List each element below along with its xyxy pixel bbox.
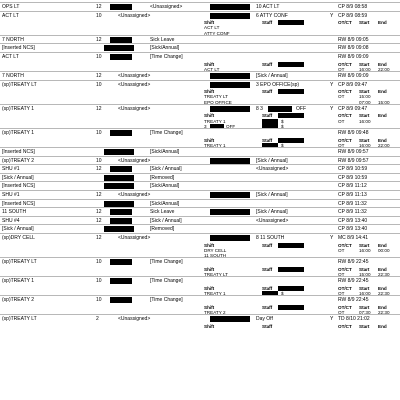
row-count: 12 (96, 105, 102, 112)
sub-end-value: 22:00 (378, 142, 390, 148)
row-count: 12 (96, 192, 102, 198)
sub-otct-header: OT/CT (338, 323, 352, 329)
sub-end-header: End (378, 61, 387, 67)
log-row (0, 233, 400, 258)
sub-otct-header: OT/CT (338, 113, 352, 119)
sub-ot-value: OT (338, 309, 345, 315)
row-count: 10 (96, 259, 102, 266)
sub-start-value: 16:00 (359, 142, 371, 148)
row-count: 12 (96, 73, 102, 79)
redaction-bar (278, 89, 304, 94)
sub-shift-value: DRY CELL (204, 247, 227, 253)
row-entry-stamp: CP 8/9 09:47 (338, 105, 368, 112)
row-unit: (sp)TREATY 2 (2, 157, 35, 164)
sub-staff-header: Staff (262, 20, 273, 26)
row-entry-stamp: CP 8/9 09:47 (338, 81, 368, 88)
row-unit: [Sick / Annual] (2, 226, 34, 233)
sub-ot-value: OT (338, 118, 345, 124)
row-count: 10 (96, 12, 102, 19)
row-entry-stamp: RW 8/9 09:57 (338, 157, 369, 164)
row-status: <Unassigned> (118, 192, 151, 198)
row-count: 12 (96, 36, 102, 43)
redaction-bar (210, 4, 250, 10)
row-entry-stamp: MC 8/9 14:41 (338, 235, 369, 241)
row-status: Sick Leave (150, 209, 175, 216)
row-status: [Removed] (150, 174, 175, 181)
row-dollar: $ (127, 278, 130, 285)
sub-otct-header: OT/CT (338, 61, 352, 67)
row-assignment: 10 ACT LT (256, 4, 280, 10)
sub-ot-value: OT (338, 66, 345, 72)
row-unit: (sp)TREATY 1 (2, 130, 35, 136)
sub-end-header: End (378, 20, 387, 26)
log-row (0, 276, 400, 296)
sub-start-value: 16:00 (359, 66, 371, 72)
sub-end-value: 22:30 (378, 309, 390, 315)
sub-staff-header: Staff (262, 285, 273, 291)
redaction-bar (210, 106, 250, 112)
sub-end-header: End (378, 266, 387, 272)
row-assignment: [Sick / Annual] (256, 192, 288, 198)
row-count: 12 (96, 4, 102, 10)
sub-shift-value: ACT LT (204, 25, 220, 31)
sub-start-header: Start (359, 285, 370, 291)
sub-staff-header: Staff (262, 242, 273, 248)
row-assignment: <Unassigned> (256, 166, 289, 173)
sub-end-header: End (378, 113, 387, 119)
row-count: 12 (96, 166, 102, 173)
row-flag: Y (330, 12, 334, 19)
row-entry-stamp: CP 8/9 11:32 (338, 209, 367, 216)
row-status: <Unassigned> (118, 12, 151, 19)
sub-shift-value: TREATY 1 (204, 118, 226, 124)
sub-end-header: End (378, 89, 387, 95)
redaction-bar (210, 192, 250, 198)
row-entry-stamp: RW 8/9 22:45 (338, 297, 369, 304)
row-entry-stamp: TD 8/10 21:02 (338, 316, 370, 323)
row-status: [Sick/Annual] (150, 183, 180, 190)
sub-shift-header: Shift (204, 323, 215, 329)
sub-shift-header: Shift (204, 304, 215, 310)
redaction-bar (210, 316, 250, 322)
sub-start-value: 16:00 (359, 118, 371, 124)
redaction-bar (268, 106, 292, 112)
redaction-bar (104, 183, 134, 189)
sub-end-header: End (378, 285, 387, 291)
row-entry-stamp: RW 8/9 09:09 (338, 54, 369, 60)
row-unit: (sp)TREATY LT (2, 81, 37, 88)
sub-shift-value: 3 (204, 123, 207, 129)
sub-shift-value: ACT LT (204, 66, 220, 72)
row-status: <Unassigned> (118, 316, 151, 323)
redaction-bar (104, 201, 134, 207)
sub-start-header: Start (359, 61, 370, 67)
row-dollar: $ (127, 130, 130, 136)
redaction-bar (278, 305, 304, 310)
row-count: 10 (96, 54, 102, 60)
sub-end-value: 00:00 (378, 247, 390, 253)
row-entry-stamp: CP 8/9 11:13 (338, 192, 367, 198)
sub-shift-header: Shift (204, 137, 215, 143)
row-count: 12 (96, 235, 102, 241)
row-assignment: <Unassigned> (256, 217, 289, 224)
row-entry-stamp: CP 8/9 11:12 (338, 183, 367, 190)
row-status: <Unassigned> (118, 73, 151, 79)
redaction-bar (278, 243, 304, 248)
row-flag: Y (330, 235, 334, 241)
sub-end-value: 22:30 (378, 271, 390, 277)
row-unit: SHU #1 (2, 166, 20, 173)
row-status: [Sick/Annual] (150, 45, 180, 52)
row-unit: (sp)TREATY LT (2, 316, 37, 323)
row-count: 10 (96, 81, 102, 88)
sub-shift-header: Shift (204, 285, 215, 291)
sub-shift-value: 11 SOUTH (204, 253, 227, 258)
redaction-bar (104, 226, 134, 232)
row-flag: Y (330, 105, 334, 112)
row-entry-stamp: RW 8/9 09:08 (338, 45, 369, 52)
sub-otct-header: OT/CT (338, 20, 352, 26)
row-unit: SHU #4 (2, 217, 20, 224)
sub-end-value: 22:00 (378, 66, 390, 72)
row-assignment: Day Off (256, 316, 273, 323)
row-unit: [Sick / Annual] (2, 174, 34, 181)
redaction-bar (110, 37, 132, 43)
row-status: <Unassigned> (118, 81, 151, 88)
sub-ot-value: OT (338, 271, 345, 277)
sub-shift-value: TREATY 2 (204, 309, 226, 315)
redaction-bar (104, 175, 134, 181)
row-entry-stamp: RW 8/9 22:45 (338, 259, 369, 266)
sub-end-value: 22:30 (378, 290, 390, 296)
sub-start-value: 15:00 (359, 94, 371, 100)
redaction-bar (210, 235, 250, 241)
sub-staff-header: Staff (262, 323, 273, 329)
redaction-bar (104, 45, 134, 51)
sub-ot-value: OT (338, 142, 345, 148)
sub-end-header: End (378, 304, 387, 310)
row-unit: [Inserted NCS] (2, 183, 35, 190)
row-unit: (sp)TREATY 1 (2, 105, 35, 112)
sub-start-header: Start (359, 266, 370, 272)
log-row (0, 52, 400, 72)
row-entry-stamp: RW 8/9 22:45 (338, 278, 369, 285)
sub-staff-value: $ (281, 290, 284, 296)
sub-otct-header: OT/CT (338, 266, 352, 272)
redaction-bar (110, 166, 132, 172)
row-unit: 7 NORTH (2, 73, 24, 79)
row-unit: (sp)TREATY 2 (2, 297, 35, 304)
log-row (0, 104, 400, 129)
row-unit: (sp)DRY CELL (2, 235, 35, 241)
redaction-bar (210, 82, 250, 88)
log-row (0, 80, 400, 105)
row-assignment: 6 ATTY CONF (256, 12, 288, 19)
log-row (0, 257, 400, 277)
row-count: 12 (96, 209, 102, 216)
sub-ot-value: OT (338, 247, 345, 253)
row-assignment: 8 11 SOUTH (256, 235, 285, 241)
sub-start-header: Start (359, 323, 370, 329)
sub-ot-value: OT (338, 290, 345, 296)
row-entry-stamp: CP 8/9 10:59 (338, 166, 368, 173)
redaction-bar (210, 209, 250, 215)
row-unit: 11 SOUTH (2, 209, 27, 216)
redaction-bar (110, 4, 132, 10)
sub-shift-value: EPO OFFICE (204, 99, 232, 105)
log-row (0, 128, 400, 148)
row-unit: [Inserted NCS] (2, 200, 35, 207)
sub-staff-header: Staff (262, 61, 273, 67)
row-count: 10 (96, 130, 102, 136)
redaction-bar (210, 73, 250, 79)
row-unit: 7 NORTH (2, 36, 24, 43)
sub-staff-value: $ (281, 118, 284, 124)
sub-start-value: 15:00 (359, 271, 371, 277)
row-entry-stamp: RW 8/9 09:48 (338, 130, 369, 136)
row-unit: ACT LT (2, 54, 19, 60)
row-assignment: [Sick / Annual] (256, 73, 288, 79)
redaction-bar (104, 149, 134, 155)
sub-start-header: Start (359, 20, 370, 26)
sub-shift-header: Shift (204, 266, 215, 272)
redaction-bar (210, 13, 250, 19)
row-status: [Sick / Annual] (150, 217, 182, 224)
row-flag: Y (330, 81, 334, 88)
sub-staff-header: Staff (262, 266, 273, 272)
log-row (0, 295, 400, 315)
redaction-bar (278, 62, 304, 67)
sub-end-header: End (378, 242, 387, 248)
sub-staff-value: $ (281, 142, 284, 148)
sub-start-value: 16:00 (359, 290, 371, 296)
sub-end-value: 15:00 (378, 99, 390, 105)
sub-shift-value: TREATY LT (204, 271, 228, 277)
row-status: [Removed] (150, 226, 175, 233)
log-row (0, 11, 400, 36)
row-count: 2 (96, 316, 99, 323)
row-status: [Sick/Annual] (150, 149, 180, 155)
row-assignment: 3 EPO OFFICE(sp) (256, 81, 300, 88)
row-assignment: 8 3 (256, 105, 263, 112)
row-entry-stamp: CP 8/9 13:40 (338, 226, 368, 233)
redaction-bar (110, 297, 132, 303)
row-unit: SHU #1 (2, 192, 20, 198)
sub-start-value: 07:30 (359, 309, 371, 315)
sub-otct-header: OT/CT (338, 89, 352, 95)
sub-shift-value: TREATY LT (204, 94, 228, 100)
redaction-bar (110, 54, 132, 60)
sub-otct-header: OT/CT (338, 242, 352, 248)
sub-shift-header: Shift (204, 113, 215, 119)
row-count: 12 (96, 217, 102, 224)
row-status: [Time Change] (150, 54, 183, 60)
sub-end-header: End (378, 137, 387, 143)
sub-ot-value: OT (338, 94, 345, 100)
sub-staff-header: Staff (262, 304, 273, 310)
row-unit: [Inserted NCS] (2, 45, 35, 52)
row-unit: [Inserted NCS] (2, 149, 35, 155)
sub-start-value: 07:00 (359, 99, 371, 105)
row-count: 10 (96, 278, 102, 285)
row-status: Sick Leave (150, 36, 175, 43)
sub-start-header: Start (359, 304, 370, 310)
sub-end-header: End (378, 323, 387, 329)
row-entry-stamp: RW 8/9 09:05 (338, 36, 369, 43)
sub-shift-header: Shift (204, 89, 215, 95)
row-status: <Unassigned> (118, 105, 151, 112)
sub-otct-header: OT/CT (338, 304, 352, 310)
redaction-bar (210, 158, 250, 164)
row-status: [Time Change] (150, 259, 183, 266)
log-row (0, 314, 400, 334)
row-assignment: [Sick / Annual] (256, 209, 288, 216)
row-unit: OPS LT (2, 4, 20, 10)
redaction-bar (278, 267, 304, 272)
row-entry-stamp: CP 8/9 10:59 (338, 174, 368, 181)
row-status: [Sick/Annual] (150, 200, 180, 207)
row-unit: ACT LT (2, 12, 19, 19)
row-status: [Time Change] (150, 130, 183, 136)
row-off: OFF (296, 105, 306, 112)
sub-staff-header: Staff (262, 137, 273, 143)
row-entry-stamp: CP 8/9 08:59 (338, 12, 368, 19)
row-unit: (sp)TREATY 1 (2, 278, 35, 285)
sub-start-header: Start (359, 89, 370, 95)
row-status: <Unassigned> (118, 157, 151, 164)
redaction-bar (110, 259, 132, 265)
sub-staff-value: $ (281, 123, 284, 129)
sub-start-value: 16:00 (359, 247, 371, 253)
redaction-bar (278, 20, 304, 25)
row-unit: (sp)TREATY LT (2, 259, 37, 266)
sub-shift-header: Shift (204, 20, 215, 26)
sub-shift-header: Shift (204, 61, 215, 67)
sub-start-header: Start (359, 113, 370, 119)
sub-staff-header: Staff (262, 89, 273, 95)
sub-shift-value: TREATY 1 (204, 142, 226, 148)
row-count: 10 (96, 157, 102, 164)
sub-off: OFF (226, 123, 236, 129)
redaction-bar (110, 218, 132, 224)
row-status: <Unassigned> (118, 235, 151, 241)
sub-shift-value: TREATY 1 (204, 290, 226, 296)
row-status: [Time Change] (150, 278, 183, 285)
sub-start-header: Start (359, 242, 370, 248)
row-assignment: [Sick / Annual] (256, 157, 288, 164)
row-flag: Y (330, 316, 334, 323)
sub-staff-header: Staff (262, 113, 273, 119)
row-entry-stamp: CP 8/9 11:32 (338, 200, 367, 207)
sub-shift-header: Shift (204, 242, 215, 248)
row-entry-stamp: RW 8/9 09:09 (338, 73, 369, 79)
row-status: [Time Change] (150, 297, 183, 304)
sub-otct-header: OT/CT (338, 285, 352, 291)
redaction-bar (110, 209, 132, 215)
row-count: 10 (96, 297, 102, 304)
sub-shift-value: ATTY CONF (204, 30, 230, 36)
row-entry-stamp: RW 8/9 09:57 (338, 149, 369, 155)
row-entry-stamp: CP 8/9 08:58 (338, 4, 368, 10)
row-status: [Sick / Annual] (150, 166, 182, 173)
sub-start-header: Start (359, 137, 370, 143)
sub-otct-header: OT/CT (338, 137, 352, 143)
row-status: <Unassigned> (150, 4, 183, 10)
row-entry-stamp: CP 8/9 13:40 (338, 217, 368, 224)
